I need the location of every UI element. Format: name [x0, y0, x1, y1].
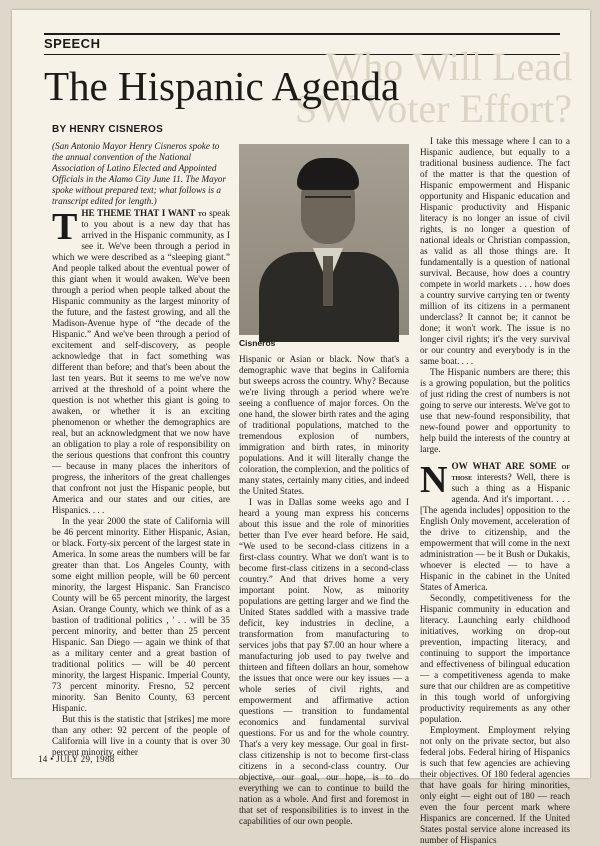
photo-caption: Cisneros — [239, 338, 276, 348]
paragraph: Employment. Employment relying not only on the private sector, but also federal jobs. Federal hiring of Hispanics is such that few agencies are achieving their objectives. Of 180 federal agencies that have goals for hiring minorities, only eight — eight out of 180 — reach even the four percent mark where Hispanics are concerned. If the United States postal service alone increased its number of Hispanics — [420, 725, 570, 845]
paragraph: I was in Dallas some weeks ago and I heard a young man express his concerns about this issue and the role of minorities better than I've ever heard before. He said, “We used to be second-class citizens in a first-class country. What we don't want is to become first-class citizens in a second-class country.” And that drives home a very important point. Now, as minority populations are getting larger and we find the United States saddled with a massive trade deficit, key industries in decline, a transformation from manufacturing to services jobs that pay $7.00 an hour where a manufacturing job used to pay twelve and thirteen and fifteen dollars an hour, somehow the issues that once were our key issues — a whole series of civil rights, and empowerment and affirmative action questions — transition to fundamental economics and fundamental survival questions. For us and for the whole country. That's a very key message. Our goal in first-class citizenship is not to become first-class citizens in a second-class country. Our objective, our goal, our hope, is to do everything we can to continue to build the nation as a whole. And first and foremost in that set of responsibilities is to invest in the capabilities of our own people. — [239, 497, 409, 826]
column-1 — [52, 208, 230, 758]
page-folio: 14 • JULY 29, 1988 — [38, 754, 115, 764]
paragraph: I take this message where I can to a Hispanic audience, but equally to a traditional business audience. The fact of the matter is that the question of Hispanic empowerment and Hispanic opportunity and Hispanic education and Hispanic productivity and Hispanic literacy is no longer an issue of civil rights, is no longer a question of national ideals or Christian compassion, as valid as all those things are. It fundamentally is a question of national survival. Because, how does a country compete in world markets . . . how does a country survive carrying ten or twenty million of its citizens in a permanent underclass? It cannot be; it cannot be done; it won't work. The issue is no longer civil rights; it's the very survival or our country and everybody is in the same boat. . . . — [420, 136, 570, 366]
drop-cap: N — [420, 459, 448, 501]
paragraph: The Hispanic numbers are there; this is a growing population, but the politics of just riding the crest of numbers is not going to serve our interests. We've got to use that new-found responsibility, that new-found power and opportunity to help build the interests of the country at large. — [420, 367, 570, 454]
column-3 — [420, 136, 570, 846]
intro-note: (San Antonio Mayor Henry Cisneros spoke to the annual convention of the National Association of Latino Elected and Appointed Officials in the Alamo City June 11. The Mayor spoke without prepared text; what follows is a transcript edited for length.) — [52, 141, 226, 206]
column-2 — [239, 354, 409, 827]
paragraph: In the year 2000 the state of California will be 46 percent minority. Either Hispanic, Asian, or black. Forty-six percent of the largest state in America. In some areas the numbers will be far greater than that. Los Angeles County, with some eight million people, will be 60 percent minority, the largest Hispanic. San Francisco County will be 65 percent minority, the largest Asian. Orange County, which we think of as a bastion of traditional politics , ' . . will be 35 percent minority, and better than 25 percent Hispanic. San Diego — again we think of that as a military center and a great bastion of traditional politics — will be 40 percent minority, the largest Hispanic. Imperial County, 73 percent minority. Fresno, 52 percent minority. San Benito County, 63 percent Hispanic. — [52, 516, 230, 713]
portrait-photo — [239, 144, 409, 335]
lead-in: OW WHAT ARE SOME of those — [451, 461, 570, 482]
paragraph — [52, 208, 230, 516]
headline: The Hispanic Agenda — [44, 63, 400, 109]
byline: BY HENRY CISNEROS — [52, 124, 164, 135]
drop-cap: T — [52, 206, 78, 248]
show-through-text: Who Will Lead SW Voter Effort? — [294, 44, 572, 131]
paragraph — [420, 461, 570, 593]
top-rule — [44, 33, 560, 35]
paragraph: But this is the statistic that [strikes] me more than any other: 92 percent of the people of California will live in a county that is over 30 percent minority, either — [52, 714, 230, 757]
paragraph: Hispanic or Asian or black. Now that's a demographic wave that begins in California but sweeps across the country. Why? Because we're living through a period where we're seeing a confluence of major forces. On the one hand, the slower birth rates and the aging of traditional populations, matched to the tremendous explosion of numbers, immigration and birth rates, in minority populations. And it will literally change the coloration, the complexion, and the politics of many states, certainly many cities, and indeed the United States. — [239, 354, 409, 496]
paragraph-text: interests? Well, there is such a thing as a Hispanic agenda. And it's important. . . . [The agenda includes] opposition to the English Only movement, acceleration of the drive to citizenship, and the empowerment that will come in the next administration — be it Bush or Dukakis, whoever is elected — to have a Hispanic in the cabinet in the United States of America. — [420, 472, 570, 592]
paragraph-text: speak to you about is a new day that has arrived in the Hispanic community, as I see it. We've been through a period in which we were described as a “sleeping giant.” And people talked about the eventual power of this giant when it would awaken. We've been through a period when people talked about the Hispanic community as the largest minority of the future, and the fastest growing, and all the Madison-Avenue hype of “the decade of the Hispanic.” And we've been through a period of excitement and self-discovery, as people acknowledge that in fact something was different than before; and that's been about the last ten years. But it seems to me we've now arrived at the threshold of a point where the question is not whether this giant is going to awaken, or whether it is an exciting phenomenon or whether the demographics are real, but an acknowledgment that we now have an obligation to play a role of responsibility on the serious questions that confront this country — because in many places the inheritors of progress, the inheritors of the great challenges that confront not just the Hispanic people, but America and our states and our cities, are Hispanics. . . . — [52, 208, 231, 515]
section-label: SPEECH — [44, 36, 101, 51]
lead-in: HE THEME THAT I WANT to — [81, 208, 207, 218]
magazine-page — [12, 10, 590, 845]
paragraph: Secondly, competitiveness for the Hispanic community in education and literacy. Launching early childhood initiatives, working on drop-out prevention, impacting literacy, and continuing to support the importance and effectiveness of bilingual education — a competitiveness agenda to make sure that our children are as competitive in this tough world of unforgiving productivity requirements as any other population. — [420, 593, 570, 724]
